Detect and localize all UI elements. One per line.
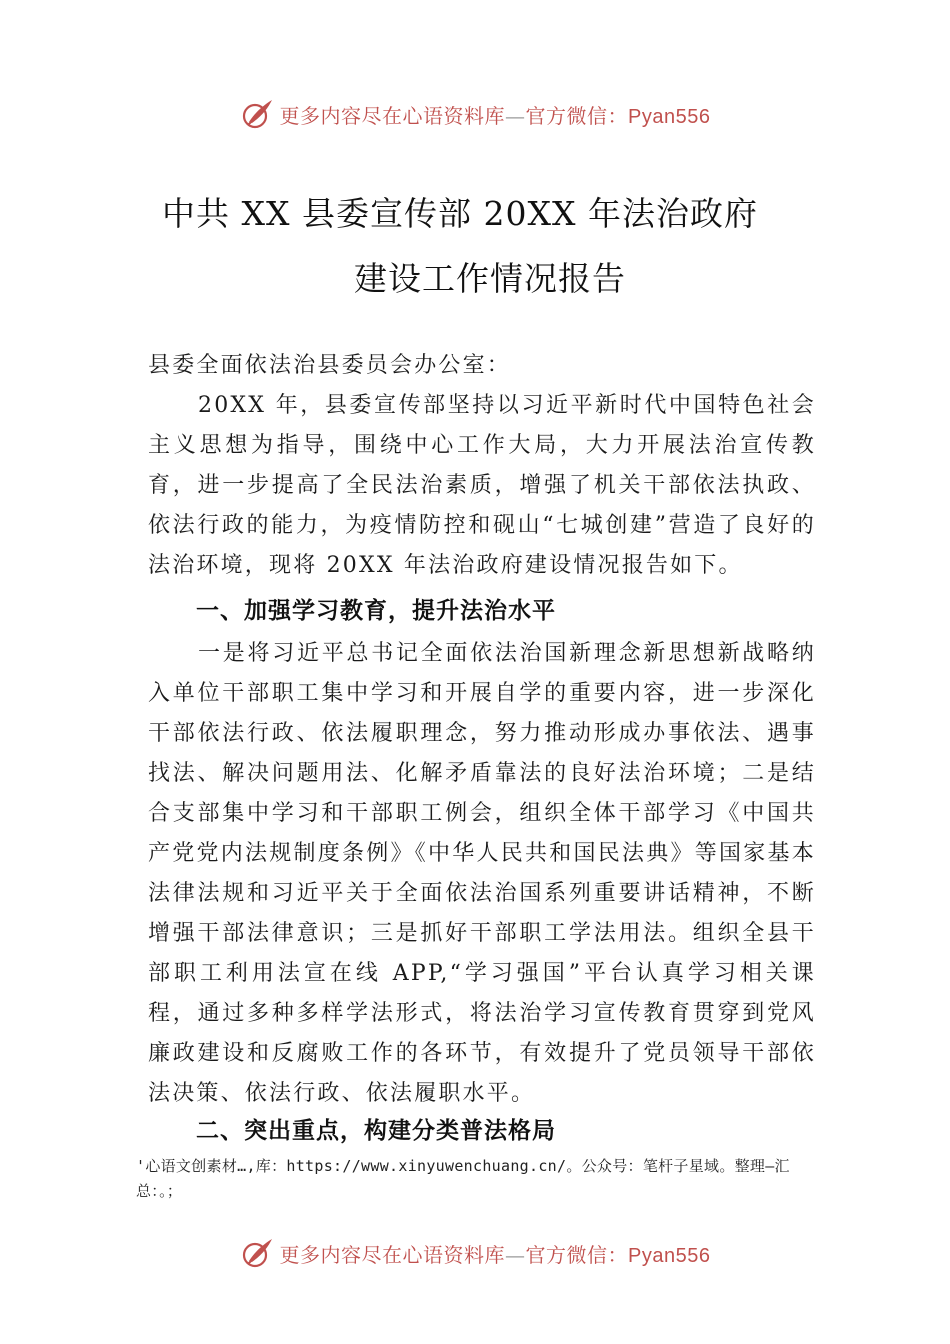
banner-official-label: 官方微信： <box>525 1242 629 1267</box>
banner-text <box>280 1239 711 1268</box>
document-title-line-2: 建设工作情况报告 <box>354 259 626 298</box>
banner-wechat-id: Pyan556 <box>628 1244 711 1267</box>
quill-pen-logo-icon <box>240 1235 276 1271</box>
section-heading-2: 二、突出重点，构建分类普法格局 <box>196 1118 556 1144</box>
footer-banner <box>0 1233 950 1273</box>
banner-separator: — <box>505 1242 526 1267</box>
paragraph-intro: 20XX 年，县委宣传部坚持以习近平新时代中国特色社会主义思想为指导，围绕中心工作大局，大力开展法治宣传教育，进一步提高了全民法治素质，增强了机关干部依法执政、依法行政的能力，为疫情防控和砚山“七城创建”营造了良好的法治环境，现将 20XX 年法治政府建设情况报告如下。 <box>148 393 816 578</box>
source-footnote: '心语文创素材…,库：https://www.xinyuwenchuang.cn/。公众号：笔杆子星域。整理—汇总：。； <box>136 1157 790 1200</box>
banner-slogan: 更多内容尽在心语资料库 <box>279 1242 506 1267</box>
banner-slogan: 更多内容尽在心语资料库 <box>279 103 506 128</box>
banner-official-label: 官方微信： <box>525 103 629 128</box>
section-heading-1: 一、加强学习教育，提升法治水平 <box>196 598 556 624</box>
banner-separator: — <box>505 103 526 128</box>
quill-pen-logo-icon <box>240 96 276 132</box>
addressee: 县委全面依法治县委员会办公室： <box>148 353 512 378</box>
document-title-line-1: 中共 XX 县委宣传部 20XX 年法治政府 <box>162 194 758 233</box>
header-banner <box>0 94 950 134</box>
banner-wechat-id: Pyan556 <box>628 105 711 128</box>
banner-text <box>280 100 711 129</box>
paragraph-section-1: 一是将习近平总书记全面依法治国新理念新思想新战略纳入单位干部职工集中学习和开展自学的重要内容，进一步深化干部依法行政、依法履职理念，努力推动形成办事依法、遇事找法、解决问题用法、化解矛盾靠法的良好法治环境；二是结合支部集中学习和干部职工例会，组织全体干部学习《中国共产党党内法规制度条例》《中华人民共和国民法典》等国家基本法律法规和习近平关于全面依法治国系列重要讲话精神，不断增强干部法律意识；三是抓好干部职工学法用法。组织全县干部职工利用法宣在线 APP,“学习强国”平台认真学习相关课程，通过多种多样学法形式，将法治学习宣传教育贯穿到党风廉政建设和反腐败工作的各环节，有效提升了党员领导干部依法决策、依法行政、依法履职水平。 <box>148 641 816 1106</box>
